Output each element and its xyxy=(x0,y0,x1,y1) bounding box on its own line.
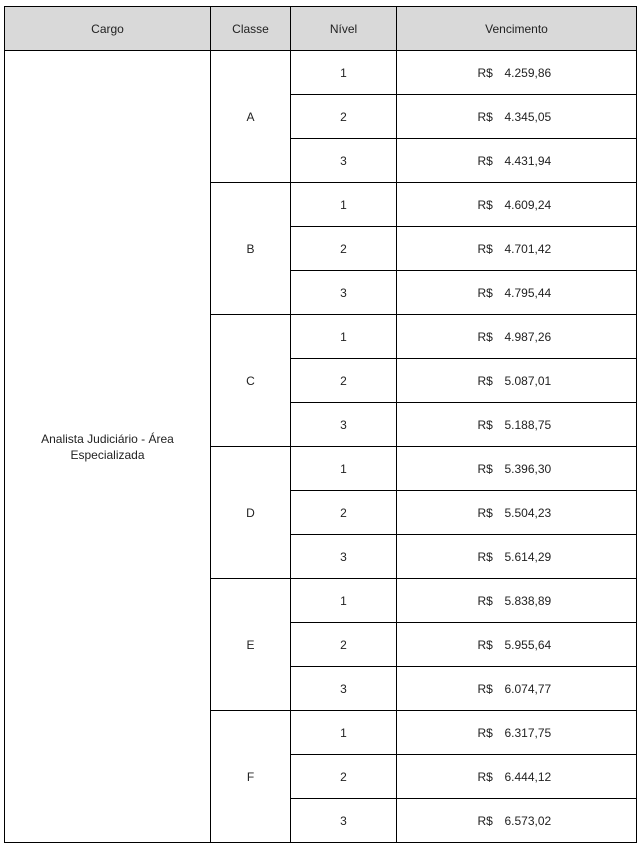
nivel-cell: 2 xyxy=(291,359,397,403)
nivel-cell: 3 xyxy=(291,667,397,711)
vencimento-cell xyxy=(397,755,637,799)
vencimento-cell xyxy=(397,623,637,667)
vencimento-cell xyxy=(397,579,637,623)
currency-symbol: R$ xyxy=(477,197,493,212)
header-nivel: Nível xyxy=(291,7,397,51)
classe-cell: F xyxy=(211,711,291,843)
nivel-cell: 1 xyxy=(291,579,397,623)
currency-symbol: R$ xyxy=(477,505,493,520)
vencimento-cell xyxy=(397,535,637,579)
currency-symbol: R$ xyxy=(477,593,493,608)
cargo-cell xyxy=(5,51,211,843)
money-value xyxy=(476,638,558,652)
vencimento-cell xyxy=(397,359,637,403)
nivel-cell: 1 xyxy=(291,315,397,359)
amount: 5.396,30 xyxy=(504,461,552,476)
money-value xyxy=(476,198,558,212)
nivel-cell: 2 xyxy=(291,227,397,271)
money-value xyxy=(476,550,558,564)
nivel-cell: 1 xyxy=(291,51,397,95)
currency-symbol: R$ xyxy=(477,153,493,168)
amount: 5.838,89 xyxy=(504,593,552,608)
vencimento-cell xyxy=(397,271,637,315)
nivel-cell: 2 xyxy=(291,755,397,799)
nivel-cell: 1 xyxy=(291,711,397,755)
currency-symbol: R$ xyxy=(477,549,493,564)
amount: 6.444,12 xyxy=(504,769,552,784)
vencimento-cell xyxy=(397,315,637,359)
amount: 6.074,77 xyxy=(504,681,552,696)
nivel-cell: 3 xyxy=(291,535,397,579)
nivel-cell: 3 xyxy=(291,139,397,183)
nivel-cell: 3 xyxy=(291,271,397,315)
amount: 5.614,29 xyxy=(504,549,552,564)
nivel-cell: 1 xyxy=(291,183,397,227)
amount: 5.504,23 xyxy=(504,505,552,520)
currency-symbol: R$ xyxy=(477,285,493,300)
amount: 6.573,02 xyxy=(504,813,552,828)
vencimento-cell xyxy=(397,403,637,447)
nivel-cell: 3 xyxy=(291,403,397,447)
amount: 4.987,26 xyxy=(504,329,552,344)
nivel-cell: 2 xyxy=(291,623,397,667)
vencimento-cell xyxy=(397,95,637,139)
vencimento-cell xyxy=(397,711,637,755)
money-value xyxy=(476,110,558,124)
classe-cell: E xyxy=(211,579,291,711)
amount: 4.431,94 xyxy=(504,153,552,168)
currency-symbol: R$ xyxy=(477,637,493,652)
money-value xyxy=(476,814,558,828)
table-row xyxy=(5,51,637,95)
currency-symbol: R$ xyxy=(477,813,493,828)
money-value xyxy=(476,726,558,740)
vencimento-cell xyxy=(397,139,637,183)
table-body xyxy=(5,51,637,843)
currency-symbol: R$ xyxy=(477,461,493,476)
vencimento-cell xyxy=(397,227,637,271)
amount: 6.317,75 xyxy=(504,725,552,740)
vencimento-cell xyxy=(397,799,637,843)
nivel-cell: 3 xyxy=(291,799,397,843)
salary-table xyxy=(4,6,637,843)
header-cargo: Cargo xyxy=(5,7,211,51)
classe-cell: A xyxy=(211,51,291,183)
money-value xyxy=(476,506,558,520)
vencimento-cell xyxy=(397,183,637,227)
amount: 4.345,05 xyxy=(504,109,552,124)
vencimento-cell xyxy=(397,51,637,95)
money-value xyxy=(476,682,558,696)
money-value xyxy=(476,286,558,300)
vencimento-cell xyxy=(397,667,637,711)
amount: 4.701,42 xyxy=(504,241,552,256)
money-value xyxy=(476,594,558,608)
currency-symbol: R$ xyxy=(477,769,493,784)
money-value xyxy=(476,66,558,80)
classe-cell: B xyxy=(211,183,291,315)
header-vencimento: Vencimento xyxy=(397,7,637,51)
currency-symbol: R$ xyxy=(477,241,493,256)
cargo-name-line2: Especializada xyxy=(70,447,145,462)
money-value xyxy=(476,154,558,168)
money-value xyxy=(476,242,558,256)
currency-symbol: R$ xyxy=(477,373,493,388)
currency-symbol: R$ xyxy=(477,725,493,740)
vencimento-cell xyxy=(397,447,637,491)
amount: 5.087,01 xyxy=(504,373,552,388)
nivel-cell: 2 xyxy=(291,95,397,139)
currency-symbol: R$ xyxy=(477,681,493,696)
currency-symbol: R$ xyxy=(477,417,493,432)
currency-symbol: R$ xyxy=(477,65,493,80)
classe-cell: C xyxy=(211,315,291,447)
amount: 4.609,24 xyxy=(504,197,552,212)
amount: 5.955,64 xyxy=(504,637,552,652)
amount: 5.188,75 xyxy=(504,417,552,432)
amount: 4.259,86 xyxy=(504,65,552,80)
amount: 4.795,44 xyxy=(504,285,552,300)
money-value xyxy=(476,330,558,344)
nivel-cell: 1 xyxy=(291,447,397,491)
classe-cell: D xyxy=(211,447,291,579)
cargo-name-line1: Analista Judiciário - Área xyxy=(41,431,174,446)
table-header-row xyxy=(5,7,637,51)
header-classe: Classe xyxy=(211,7,291,51)
currency-symbol: R$ xyxy=(477,329,493,344)
money-value xyxy=(476,770,558,784)
money-value xyxy=(476,374,558,388)
money-value xyxy=(476,462,558,476)
vencimento-cell xyxy=(397,491,637,535)
currency-symbol: R$ xyxy=(477,109,493,124)
nivel-cell: 2 xyxy=(291,491,397,535)
money-value xyxy=(476,418,558,432)
